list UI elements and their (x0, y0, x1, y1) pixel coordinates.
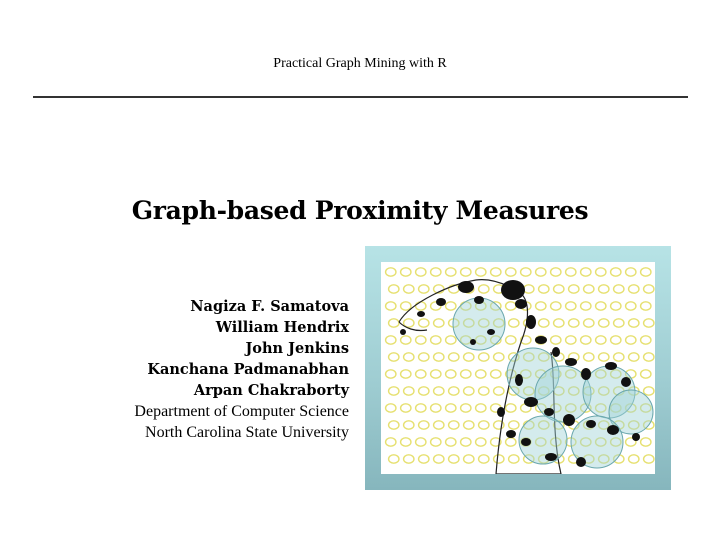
dalmatian-spot (586, 420, 596, 428)
dalmatian-spot (563, 414, 575, 426)
dalmatian-spot (515, 299, 527, 309)
dalmatian-pattern-graphic (381, 262, 655, 474)
dalmatian-spot (515, 374, 523, 386)
dalmatian-spot (535, 336, 547, 344)
dalmatian-spot (544, 408, 554, 416)
dalmatian-spot (526, 315, 536, 329)
dalmatian-spot (545, 453, 557, 461)
header-title: Practical Graph Mining with R (273, 56, 447, 71)
dalmatian-spot (552, 347, 560, 357)
author-name: John Jenkins (245, 340, 349, 357)
dalmatian-spot (605, 362, 617, 370)
affiliation-university: North Carolina State University (145, 424, 349, 441)
dalmatian-spot (621, 377, 631, 387)
affiliation-department: Department of Computer Science (134, 403, 349, 420)
dalmatian-spot (458, 281, 474, 293)
dalmatian-spot (487, 329, 495, 335)
author-name: Arpan Chakraborty (193, 382, 349, 399)
slide-title: Graph-based Proximity Measures (131, 196, 589, 225)
dalmatian-illustration-frame (365, 246, 671, 490)
author-name: William Hendrix (215, 319, 349, 336)
author-name: Kanchana Padmanabhan (147, 361, 349, 378)
dalmatian-illustration (381, 262, 655, 474)
dalmatian-spot (436, 298, 446, 306)
dalmatian-spot (632, 433, 640, 441)
dalmatian-spot (607, 425, 619, 435)
header-divider (33, 96, 688, 98)
dalmatian-spot (581, 368, 591, 380)
dalmatian-spot (400, 329, 406, 335)
dalmatian-spot (576, 457, 586, 467)
dalmatian-spot (521, 438, 531, 446)
dalmatian-spot (417, 311, 425, 317)
dalmatian-spot (474, 296, 484, 304)
dalmatian-spot (497, 407, 505, 417)
author-name: Nagiza F. Samatova (190, 298, 349, 315)
dalmatian-spot (565, 358, 577, 366)
dalmatian-spot (470, 339, 476, 345)
dalmatian-spot (506, 430, 516, 438)
dalmatian-spot (501, 280, 525, 300)
author-block (134, 296, 349, 443)
dalmatian-spot (524, 397, 538, 407)
lens-circle (453, 298, 505, 350)
